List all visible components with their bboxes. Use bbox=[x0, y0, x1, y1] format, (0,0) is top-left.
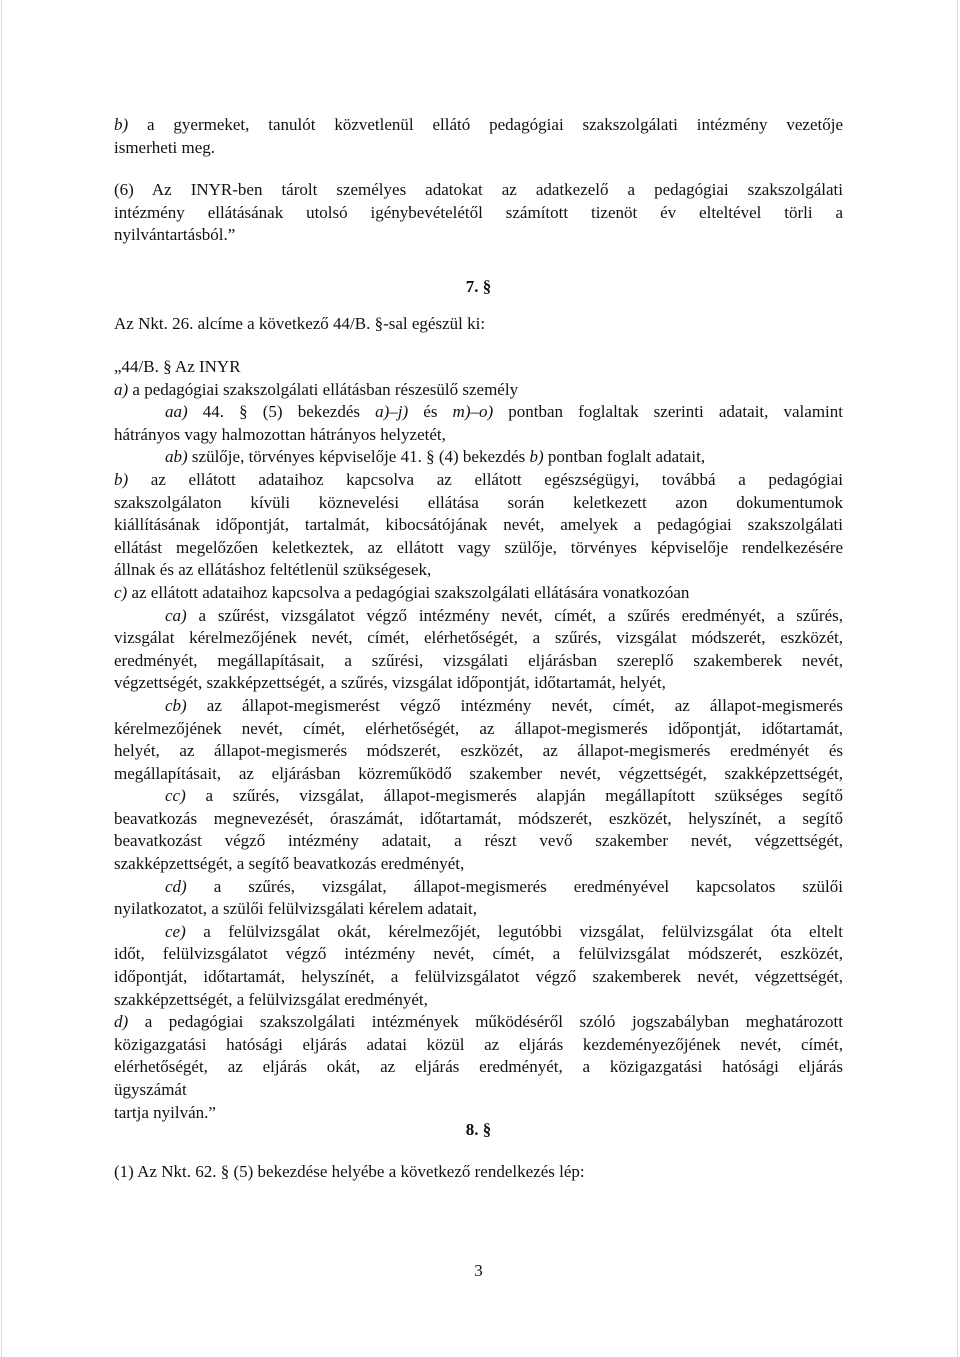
point-cc: cc) a szűrés, vizsgálat, állapot-megismerés alapján megállapított szükséges segítő bbox=[165, 786, 843, 806]
text-line: közigazgatási hatósági eljárás adatai közül az eljárás kezdeményezőjének nevét, címét, bbox=[114, 1034, 843, 1054]
text-line: Az Nkt. 26. alcíme a következő 44/B. §-sal egészül ki: bbox=[114, 314, 486, 333]
text-line: intézmény ellátásának utolsó igénybevételétől számított tizenöt év elteltével törli a bbox=[114, 202, 843, 222]
document-page bbox=[114, 0, 843, 1357]
point-d: d) a pedagógiai szakszolgálati intézmények működéséről szóló jogszabályban meghatározott bbox=[114, 1012, 843, 1032]
scan-edge-right bbox=[957, 0, 958, 1357]
text-line: helyét, az állapot-megismerés módszerét, eszközét, az állapot-megismerés eredményét és bbox=[114, 741, 843, 761]
text-line: (1) Az Nkt. 62. § (5) bekezdése helyébe a következő rendelkezés lép: bbox=[114, 1162, 585, 1181]
paragraph-8-1 bbox=[114, 1161, 843, 1184]
point-aa: aa) 44. § (5) bekezdés a)–j) és m)–o) pontban foglaltak szerinti adatait, valamint bbox=[165, 402, 843, 422]
text-line: b) a gyermeket, tanulót közvetlenül ellátó pedagógiai szakszolgálati intézmény vezetője bbox=[114, 115, 843, 134]
point-b: b) az ellátott adataihoz kapcsolva az ellátott egészségügyi, továbbá a pedagógiai bbox=[114, 469, 843, 489]
text-line: szakszolgálaton kívüli köznevelési ellátása során keletkezett azon dokumentumok bbox=[114, 492, 843, 512]
point-cb: cb) az állapot-megismerést végző intézmény nevét, címét, az állapot-megismerés bbox=[165, 695, 843, 715]
amendment-intro bbox=[114, 313, 843, 336]
text-line: szakképzettségét, a felülvizsgálat eredményét, bbox=[114, 989, 428, 1009]
text-line: kérelmezőjének nevét, címét, elérhetőségét, az állapot-megismerés időpontját, időtartamát, bbox=[114, 718, 843, 738]
text-line: végzettségét, szakképzettségét, a szűrés, vizsgálat időpontját, időtartamát, helyét, bbox=[114, 673, 666, 693]
section-heading-7: 7. § bbox=[465, 277, 492, 296]
text-line: „44/B. § Az INYR bbox=[114, 357, 241, 376]
text-line: nyilvántartásból.” bbox=[114, 225, 236, 245]
page-number: 3 bbox=[474, 1261, 483, 1280]
paragraph-b bbox=[114, 114, 843, 159]
text-line: vizsgálat kérelmezőjének nevét, címét, elérhetőségét, a szűrés, vizsgálat módszerét, eszközét, bbox=[114, 628, 843, 648]
text-line: beavatkozást végző intézmény adatait, a részt vevő szakember nevét, végzettségét, bbox=[114, 831, 843, 851]
text-line: ügyszámát bbox=[114, 1080, 187, 1099]
text-line: kiállításának időpontját, tartalmát, kibocsátójának nevét, amelyek a pedagógiai szakszolgálati bbox=[114, 515, 843, 535]
point-ce: ce) a felülvizsgálat okát, kérelmezőjét, legutóbbi vizsgálat, felülvizsgálat óta eltelt bbox=[165, 921, 843, 941]
text-line: ismerheti meg. bbox=[114, 137, 216, 157]
point-ab: ab) szülője, törvényes képviselője 41. § (4) bekezdés b) pontban foglalt adatait, bbox=[165, 447, 706, 467]
text-line: megállapításait, az eljárásban közreműködő szakember nevét, végzettségét, szakképzettségét, bbox=[114, 763, 843, 783]
paragraph-6 bbox=[114, 179, 843, 247]
point-ca: ca) a szűrést, vizsgálatot végző intézmény nevét, címét, a szűrés eredményét, a szűrés, bbox=[165, 605, 843, 625]
text-line: hátrányos vagy halmozottan hátrányos helyzetét, bbox=[114, 424, 446, 444]
section-heading-8: 8. § bbox=[465, 1120, 492, 1139]
text-line: elérhetőségét, az eljárás okát, az eljárás eredményét, a közigazgatási hatósági eljárás bbox=[114, 1057, 843, 1077]
text-line: szakképzettségét, a segítő beavatkozás eredményét, bbox=[114, 854, 465, 874]
text-line: időpontját, időtartamát, helyszínét, a felülvizsgálatot végző szakemberek nevét, végzettségét, bbox=[114, 967, 843, 987]
point-c: c) az ellátott adataihoz kapcsolva a pedagógiai szakszolgálati ellátására vonatkozóan bbox=[114, 582, 690, 602]
section-44b bbox=[114, 356, 843, 1124]
text-line: ellátást megelőzően keletkeztek, az ellátott vagy szülője, törvényes képviselője rendelkezésére bbox=[114, 537, 843, 557]
text-line: tartja nyilván.” bbox=[114, 1102, 216, 1122]
text-line: eredményét, megállapításait, a szűrési, vizsgálati eljárásban szereplő szakemberek nevét, bbox=[114, 650, 843, 670]
text-line: nyilatkozatot, a szülői felülvizsgálati kérelem adatait, bbox=[114, 899, 478, 919]
point-a: a) a pedagógiai szakszolgálati ellátásban részesülő személy bbox=[114, 379, 519, 399]
scan-edge-left bbox=[1, 0, 2, 1357]
text-line: időt, felülvizsgálatot végző intézmény nevét, címét, a felülvizsgálat módszerét, eszközét, bbox=[114, 944, 843, 964]
text-line: állnak és az ellátáshoz feltétlenül szükségesek, bbox=[114, 560, 432, 580]
point-cd: cd) a szűrés, vizsgálat, állapot-megismerés eredményével kapcsolatos szülői bbox=[165, 876, 843, 896]
text-line: beavatkozás megnevezését, óraszámát, időtartamát, módszerét, eszközét, helyszínét, a segítő bbox=[114, 808, 843, 828]
text-line: (6) Az INYR-ben tárolt személyes adatokat az adatkezelő a pedagógiai szakszolgálati bbox=[114, 180, 843, 199]
